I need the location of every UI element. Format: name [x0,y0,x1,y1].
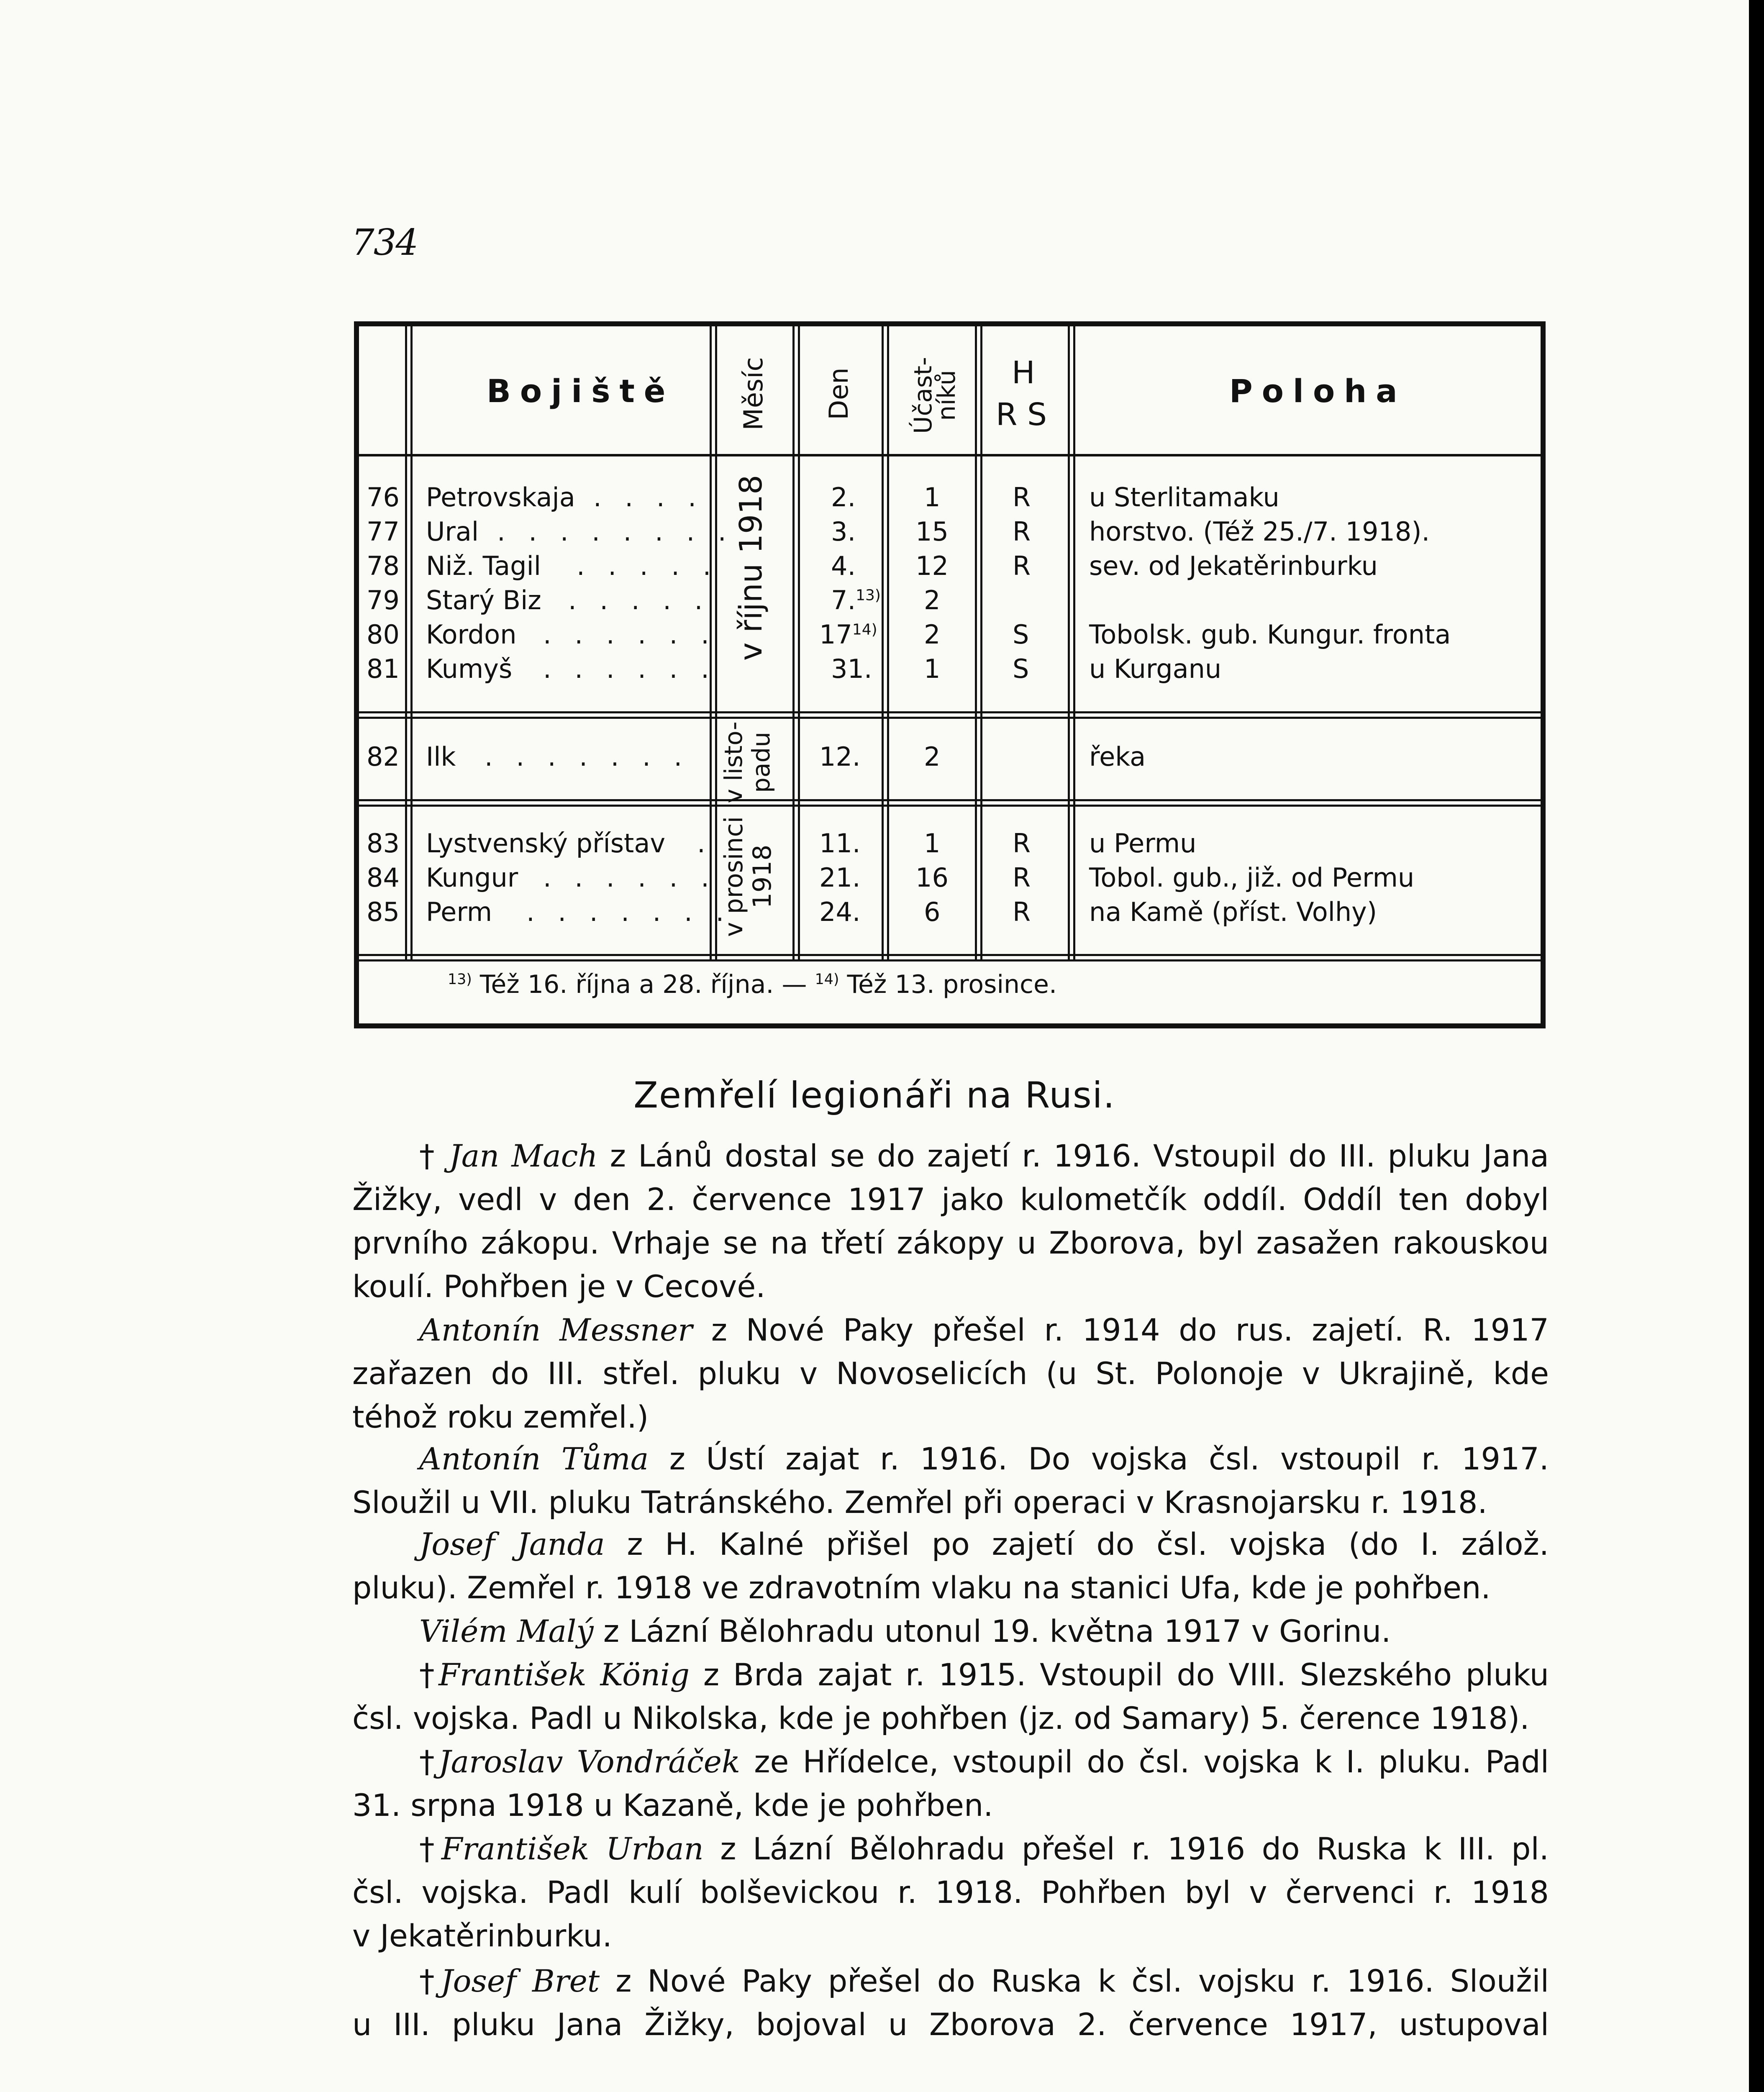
day-value: 12. [819,741,861,772]
hrs-value: S [1013,654,1029,684]
row-number: 83 [367,828,400,859]
hrs-value: S [1013,619,1029,650]
month-label-november: v listo- padu [719,721,775,803]
row-number: 81 [367,654,400,684]
text-line: 31. srpna 1918 u Kazaně, kde je pohřben. [352,1788,993,1823]
day-value: 11. [819,828,861,859]
text-line: pluku). Zemřel r. 1918 ve zdravotním vlaku na stanici Ufa, kde je pohřben. [352,1570,1491,1606]
obituary-paragraph [352,1309,1549,1439]
obituary-paragraph [352,1610,1549,1654]
location-value: u Kurganu [1089,654,1222,684]
battlefield-name: Starý Biz [426,585,541,615]
person-name: Josef Bret [441,1964,600,1999]
day-value: 21. [819,862,861,893]
battlefield-name: Kordon [426,619,517,650]
table-footnote: $^{13)}$ Též 16. října a 28. října. — $^{14)}$ Též 13. prosince. [448,970,1057,999]
month-label-october: v říjnu 1918 [733,474,769,661]
section-title: Zemřelí legionáři na Rusi. [633,1074,1115,1116]
person-name: František König [438,1657,690,1693]
header-participants: Účast- níků [909,357,961,434]
month-label-december: v prosinci 1918 [719,816,777,937]
leader-dots: . . . . . [568,585,710,615]
location-value: sev. od Jekatěrinburku [1089,551,1378,581]
participants-value: 12 [915,551,949,581]
text-line: čsl. vojska. Padl kulí bolševickou r. 1918. Pohřben byl v červenci r. 1918 [352,1875,1549,1910]
row-number: 80 [367,619,400,650]
hrs-value: R [1013,862,1031,893]
text-line: čsl. vojska. Padl u Nikolska, kde je pohřben (jz. od Samary) 5. čerence 1918). [352,1701,1530,1736]
text-line: Vilém Malý z Lázní Bělohradu utonul 19. května 1917 v Gorinu. [419,1614,1391,1649]
day-value: 3. [831,516,856,547]
row-number: 76 [367,482,400,513]
day-value: 2. [831,482,856,513]
location-value: Tobolsk. gub. Kungur. fronta [1089,619,1451,650]
battle-table [354,321,1546,1028]
hrs-value: R [1013,551,1031,581]
header-rule [359,454,1541,456]
dagger-mark: † [419,1744,439,1780]
leader-dots: . [697,828,713,859]
location-value: horstvo. (Též 25./7. 1918). [1089,516,1430,547]
group-rule [359,799,1541,807]
dagger-mark: † [419,1138,449,1174]
obituary-paragraph [352,1960,1549,2047]
person-name: Antonín Messner [419,1313,693,1348]
column-rule [405,326,413,959]
battlefield-name: Petrovskaja [426,482,575,513]
text-line: Antonín Tůma z Ústí zajat r. 1916. Do vojska čsl. vstoupil r. 1917. [419,1441,1549,1477]
battlefield-name: Ural [426,516,479,547]
participants-value: 1 [924,482,941,513]
person-name: Vilém Malý [419,1614,594,1649]
text-line: Antonín Messner z Nové Paky přešel r. 1914 do rus. zajetí. R. 1917 [419,1313,1549,1348]
person-name: Josef Janda [419,1527,605,1562]
text-line: Žižky, vedl v den 2. července 1917 jako kulometčík oddíl. Oddíl ten dobyl [352,1182,1549,1218]
text-line: téhož roku zemřel.) [352,1400,649,1435]
dagger-mark: † [419,1964,441,1999]
text-line: prvního zákopu. Vrhaje se na třetí zákopy u Zborova, byl zasažen rakouskou [352,1225,1549,1261]
text-line: †František König z Brda zajat r. 1915. Vstoupil do VIII. Slezského pluku [419,1657,1549,1693]
dagger-mark: † [419,1831,441,1867]
page-number: 734 [351,222,418,264]
battlefield-name: Ilk [426,741,456,772]
location-value: Tobol. gub., již. od Permu [1089,862,1415,893]
text-line: †Josef Bret z Nové Paky přešel do Ruska k čsl. vojsku r. 1916. Sloužil [419,1964,1549,1999]
leader-dots: . . . . . . . . [497,516,734,547]
header-hrs-top: H [1012,355,1035,391]
row-number: 78 [367,551,400,581]
column-rule [882,326,889,959]
obituary-paragraph [352,1523,1549,1610]
day-value: 7.$^{13)}$ [831,585,881,615]
obituary-paragraph [352,1741,1549,1828]
text-line: Josef Janda z H. Kalné přišel po zajetí do čsl. vojska (do I. zálož. [419,1527,1549,1562]
participants-value: 2 [924,585,941,615]
leader-dots: . . . . . . [543,619,717,650]
header-hrs-bottom: R S [996,397,1047,433]
obituary-paragraph [352,1828,1549,1958]
day-value: 31. [831,654,872,684]
person-name: Antonín Tůma [419,1441,649,1477]
text-line: zařazen do III. střel. pluku v Novoselicích (u St. Polonoje v Ukrajině, kde [352,1356,1549,1392]
header-location: Poloha [1229,372,1407,410]
obituary-paragraph [352,1438,1549,1525]
battlefield-name: Niž. Tagil [426,551,541,581]
text-line: †Jaroslav Vondráček ze Hřídelce, vstoupil do čsl. vojska k I. pluku. Padl [419,1744,1549,1780]
column-rule [975,326,982,959]
row-number: 82 [367,741,400,772]
participants-value: 15 [915,516,949,547]
location-value: na Kamě (příst. Volhy) [1089,897,1377,927]
footnote-ref: 14) [852,621,877,638]
footnote-rule [359,954,1541,961]
battlefield-name: Kungur [426,862,518,893]
day-value: 24. [819,897,861,927]
battlefield-name: Kumyš [426,654,513,684]
text-line: † Jan Mach z Lánů dostal se do zajetí r. 1916. Vstoupil do III. pluku Jana [419,1138,1549,1174]
obituary-paragraph [352,1135,1549,1309]
leader-dots: . . . . . . [543,862,717,893]
hrs-value: R [1013,828,1031,859]
group-rule [359,711,1541,719]
header-month: Měsíc [738,357,769,431]
row-number: 84 [367,862,400,893]
text-line: Sloužil u VII. pluku Tatránského. Zemřel při operaci v Krasnojarsku r. 1918. [352,1485,1487,1520]
dagger-mark: † [419,1657,439,1693]
participants-value: 1 [924,828,941,859]
header-day: Den [823,367,854,420]
text-line: koulí. Pohřben je v Cecové. [352,1269,766,1305]
row-number: 77 [367,516,400,547]
participants-value: 6 [924,897,941,927]
text-line: u III. pluku Jana Žižky, bojoval u Zborova 2. července 1917, ustupoval [352,2007,1549,2043]
text-line: †František Urban z Lázní Bělohradu přešel r. 1916 do Ruska k III. pl. [419,1831,1549,1867]
participants-value: 2 [924,619,941,650]
participants-value: 16 [915,862,949,893]
leader-dots: . . . . . . . [526,897,732,927]
leader-dots: . . . . . . . [485,741,690,772]
leader-dots: . . . . . [577,551,719,581]
battlefield-name: Perm [426,897,492,927]
person-name: Jaroslav Vondráček [438,1744,741,1780]
day-value: 4. [831,551,856,581]
footnote-ref: 13) [856,587,881,604]
row-number: 79 [367,585,400,615]
text-line: v Jekatěrinburku. [352,1918,612,1954]
participants-value: 2 [924,741,941,772]
hrs-value: R [1013,482,1031,513]
location-value: u Sterlitamaku [1089,482,1279,513]
location-value: řeka [1089,741,1146,772]
header-battlefield: Bojiště [487,372,675,410]
leader-dots: . . . . . . [543,654,717,684]
person-name: František Urban [441,1831,704,1867]
row-number: 85 [367,897,400,927]
battlefield-name: Lystvenský přístav [426,828,666,859]
person-name: Jan Mach [449,1138,598,1174]
hrs-value: R [1013,897,1031,927]
participants-value: 1 [924,654,941,684]
leader-dots: . . . . [593,482,704,513]
obituary-paragraph [352,1654,1549,1741]
day-value: 17$^{14)}$ [819,619,877,650]
column-rule [1068,326,1075,959]
column-rule [792,326,800,959]
location-value: u Permu [1089,828,1197,859]
hrs-value: R [1013,516,1031,547]
